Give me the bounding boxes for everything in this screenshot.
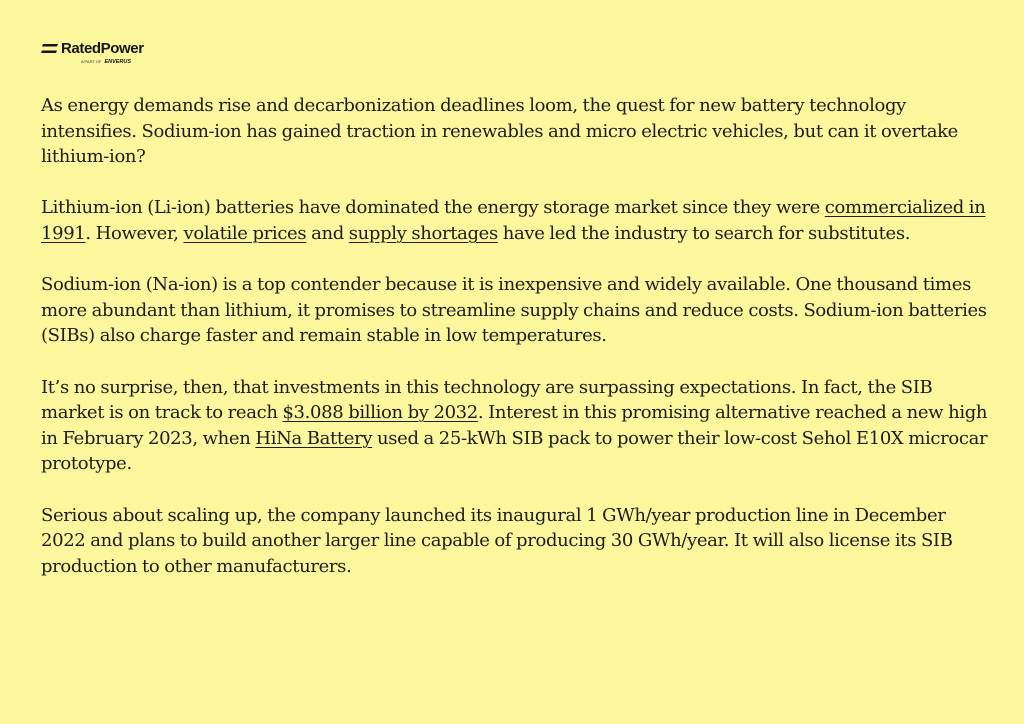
paragraph-sodium-text: Sodium-ion (Na-ion) is a top contender because it is inexpensive and widely available. One thousand times more abundant than lithium, it promises to streamline supply chains and reduce costs. Sodium-ion batteries (SIBs) also charge faster and remain stable in low temperatures. — [41, 274, 987, 347]
paragraph-lithium-text-2: . However, — [85, 222, 184, 244]
ratedpower-logo[interactable] — [41, 40, 144, 66]
paragraph-intro — [41, 93, 991, 170]
logo-parent-brand: ENVERUS — [104, 59, 132, 65]
paragraph-sodium — [41, 272, 991, 349]
link-volatile-prices[interactable]: volatile prices — [183, 222, 307, 244]
paragraph-investments-text-1: It’s no surprise, then, that investments in this technology are surpassing expectations. In fact, the SIB market is on track to reach — [41, 376, 933, 424]
paragraph-lithium — [41, 195, 991, 246]
paragraph-lithium-text-3: and — [306, 222, 349, 244]
link-commercialized-1991[interactable]: commercialized in 1991 — [41, 197, 986, 244]
paragraph-investments — [41, 375, 991, 477]
article-body — [41, 93, 991, 605]
link-supply-shortages[interactable]: supply shortages — [348, 222, 498, 244]
logo-brand-text: RatedPower — [61, 40, 144, 57]
logo-subline — [81, 58, 144, 66]
link-market-forecast[interactable]: $3.088 billion by 2032 — [282, 402, 478, 424]
paragraph-investments-text-3: used a 25-kWh SIB pack to power their low-cost Sehol E10X microcar prototype. — [41, 427, 988, 475]
logo-row — [41, 40, 144, 57]
link-hina-battery[interactable]: HiNa Battery — [255, 427, 373, 449]
paragraph-investments-text-2: . Interest in this promising alternative reached a new high in February 2023, when — [41, 402, 988, 449]
paragraph-intro-text: As energy demands rise and decarbonization deadlines loom, the quest for new battery technology intensifies. Sodium-ion has gained traction in renewables and micro electric vehicles, but can it overtake lithium-ion? — [41, 95, 958, 168]
logo-tagline: A PART OF — [81, 59, 102, 64]
ratedpower-mark-icon — [41, 43, 59, 54]
paragraph-scaling-text: Serious about scaling up, the company launched its inaugural 1 GWh/year production line in December 2022 and plans to build another larger line capable of producing 30 GWh/year. It will also license its SIB production to other manufacturers. — [41, 504, 953, 577]
paragraph-lithium-text-1: Lithium-ion (Li-ion) batteries have dominated the energy storage market since they were — [41, 197, 825, 219]
paragraph-lithium-text-4: have led the industry to search for substitutes. — [497, 222, 911, 244]
paragraph-scaling — [41, 503, 991, 580]
